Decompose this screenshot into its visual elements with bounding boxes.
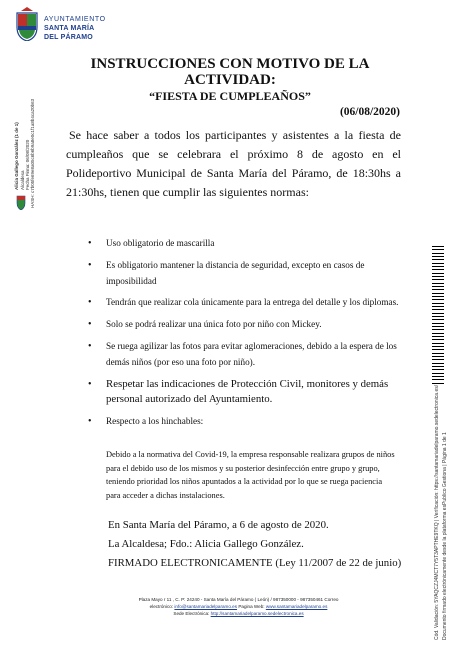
hinchables-note: Debido a la normativa del Covid-19, la empresa responsable realizara grupos de niños para el debido uso de los mismos y su posterior desinfección entre grupo y grupo, teniendo prioridad los niños apuntados a la actividad por lo que se ruega paciencia para acceder a dichas instalaciones. bbox=[106, 450, 395, 500]
document-subtitle: “FIESTA DE CUMPLEAÑOS” bbox=[149, 89, 311, 103]
seal-hash: HASH: c7b05fe69e8a05c6b6b9a8e0c1f1a8b4ca20b63 bbox=[30, 98, 35, 208]
municipal-crest-logo bbox=[15, 7, 39, 41]
signature-line: La Alcaldesa; Fdo.: Alicia Gallego González. bbox=[108, 538, 304, 550]
footer-sede-link[interactable]: http://santamariadelparamo.sedelectronica.es bbox=[210, 611, 304, 616]
rule-item: • Respecto a los hinchables: bbox=[88, 414, 404, 430]
validation-text-block bbox=[432, 385, 454, 640]
footer-web-link[interactable]: www.santamariadelparamo.es bbox=[265, 604, 328, 609]
footer-email-label: electrónico: bbox=[149, 604, 175, 609]
electronic-signature-line: FIRMADO ELECTRONICAMENTE (Ley 11/2007 de 22 de junio) bbox=[108, 557, 402, 569]
footer-sede-label: Sede Electrónica: bbox=[173, 611, 211, 616]
rule-item: • Uso obligatorio de mascarilla bbox=[88, 236, 404, 252]
document-date: (06/08/2020) bbox=[339, 106, 400, 118]
footer-contact-line bbox=[106, 603, 371, 610]
seal-signer: Alicia Gallego González (1 de 1) bbox=[14, 122, 19, 190]
rules-list bbox=[88, 236, 404, 436]
intro-text: Se hace saber a todos los participantes y asistentes a la fiesta de cumpleaños que se celebrara el próximo 8 de agosto en el Polideportivo Municipal de Santa María del Páramo, de 18:30hs a 21:30hs, tienen que cumplir las siguientes normas: bbox=[66, 128, 401, 199]
signature-seal bbox=[14, 98, 40, 210]
footer-sede-line bbox=[106, 610, 371, 617]
small-crest-icon bbox=[16, 194, 26, 210]
org-line-3: DEL PÁRAMO bbox=[44, 34, 93, 41]
organization-name bbox=[44, 15, 106, 42]
validation-code-line: Cód. Validación: 5YAQCZJ4MCT7Y5T3APTHE9TKQ | Verificación: https://santamariadelparamo.sedelectronica.es/ bbox=[434, 384, 440, 640]
rule-item: • Tendrán que realizar cola únicamente para la entrega del detalle y los diplomas. bbox=[88, 295, 404, 311]
footer-web-label: Pagina Web: bbox=[237, 604, 266, 609]
org-line-2: SANTA MARÍA bbox=[44, 25, 95, 32]
validation-barcode bbox=[432, 246, 444, 384]
place-date-line: En Santa María del Páramo, a 6 de agosto de 2020. bbox=[108, 519, 329, 531]
rule-item: • Se ruega agilizar las fotos para evitar aglomeraciones, debido a la espera de los demás niños (por eso una foto por niño). bbox=[88, 339, 404, 371]
seal-role: Alcaldesa bbox=[20, 170, 25, 190]
seal-date: Fecha Firma: 06/08/2020 bbox=[25, 139, 30, 190]
footer-address: Plaza Mayo r 11 , C. P: 24240 - Santa María del Páramo ( León) / 987350000 - 987350461 Correo bbox=[138, 597, 339, 602]
document-title: INSTRUCCIONES CON MOTIVO DE LA ACTIVIDAD: bbox=[90, 56, 370, 88]
validation-platform-line: Documento firmado electrónicamente desde la plataforma esPublico Gestiona | Página 1 de 1 bbox=[442, 432, 448, 640]
rule-item: • Respetar las indicaciones de Protección Civil, monitores y demás personal autorizado del Ayuntamiento. bbox=[88, 377, 404, 409]
rule-item: • Solo se podrá realizar una única foto por niño con Mickey. bbox=[88, 317, 404, 333]
footer-email-link[interactable]: info@santamariadelparamo.es bbox=[174, 604, 238, 609]
footer-contact bbox=[106, 596, 371, 617]
intro-paragraph bbox=[66, 126, 401, 202]
rule-item: • Es obligatorio mantener la distancia de seguridad, excepto en casos de imposibilidad bbox=[88, 258, 404, 290]
org-line-1: AYUNTAMIENTO bbox=[44, 16, 106, 23]
